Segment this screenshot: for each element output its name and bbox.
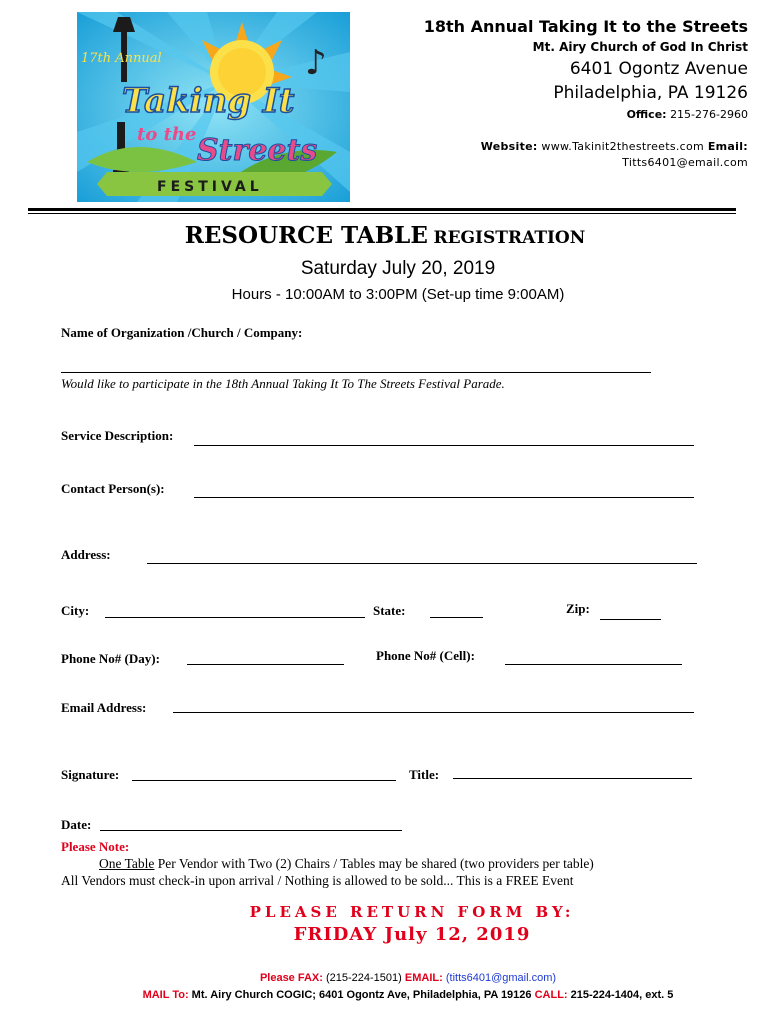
header-office: [627, 108, 748, 121]
note-heading: Please Note:: [61, 839, 130, 854]
address-label: Address:: [61, 547, 111, 562]
note-underlined: One Table: [99, 856, 155, 871]
state-label: State:: [373, 603, 406, 618]
header-divider-thin: [28, 213, 736, 214]
footer-line2: [0, 989, 770, 1001]
form-title-small: REGISTRATION: [433, 228, 586, 248]
logo-line2: Taking It: [122, 81, 295, 121]
org-label: Name of Organization /Church / Company:: [61, 325, 303, 340]
footer-email-value[interactable]: (titts6401@gmail.com): [445, 972, 557, 984]
office-label: Office:: [626, 108, 667, 121]
phone-cell-label: Phone No# (Cell):: [376, 648, 475, 663]
header-org: Mt. Airy Church of God In Christ: [532, 40, 748, 54]
festival-logo: [77, 12, 350, 202]
note-line1-rest: Per Vendor with Two (2) Chairs / Tables may be shared (two providers per table): [154, 856, 594, 871]
mail-value: Mt. Airy Church COGIC; 6401 Ogontz Ave, Philadelphia, PA 19126: [191, 989, 532, 1001]
fax-value: (215-224-1501): [325, 972, 402, 984]
header-city: Philadelphia, PA 19126: [553, 83, 748, 103]
logo-line4: Streets: [197, 133, 318, 168]
note-line1: [99, 856, 594, 872]
footer-line1: [0, 972, 770, 984]
city-input[interactable]: [105, 617, 365, 618]
header-title: 18th Annual Taking It to the Streets: [423, 17, 748, 36]
state-input[interactable]: [430, 617, 483, 618]
service-input[interactable]: [194, 445, 694, 446]
header-website: [481, 140, 748, 153]
website-value[interactable]: www.Takinit2thestreets.com: [541, 140, 705, 153]
return-line1: PLEASE RETURN FORM BY:: [249, 903, 575, 921]
mail-label: MAIL To:: [142, 989, 189, 1001]
fax-label: Please FAX:: [259, 972, 323, 984]
zip-label: Zip:: [566, 601, 590, 616]
service-label: Service Description:: [61, 428, 174, 443]
music-note-icon: ♪: [305, 43, 327, 83]
participate-text: Would like to participate in the 18th Annual Taking It To The Streets Festival Parade.: [61, 376, 505, 391]
event-date: Saturday July 20, 2019: [300, 258, 496, 279]
footer-email-label: EMAIL:: [404, 972, 443, 984]
logo-line1: 17th Annual: [81, 51, 162, 66]
logo-line3: to the: [137, 124, 197, 145]
title-input[interactable]: [453, 778, 692, 779]
date-label: Date:: [61, 817, 92, 832]
website-label: Website:: [480, 140, 538, 153]
contact-input[interactable]: [194, 497, 694, 498]
date-input[interactable]: [100, 830, 402, 831]
signature-input[interactable]: [132, 780, 396, 781]
call-label: CALL:: [534, 989, 568, 1001]
header-street: 6401 Ogontz Avenue: [569, 59, 748, 79]
title-label: Title:: [409, 767, 440, 782]
event-hours: Hours - 10:00AM to 3:00PM (Set-up time 9:00AM): [231, 286, 565, 303]
address-input[interactable]: [147, 563, 697, 564]
phone-day-input[interactable]: [187, 664, 344, 665]
signature-label: Signature:: [61, 767, 120, 782]
email-label: Email Address:: [61, 700, 147, 715]
office-value: 215-276-2960: [670, 108, 748, 121]
logo-line5: FESTIVAL: [157, 179, 263, 195]
city-label: City:: [61, 603, 90, 618]
header-email-label: Email:: [707, 140, 748, 153]
form-title-big: RESOURCE TABLE: [184, 222, 428, 249]
return-line2: FRIDAY July 12, 2019: [293, 924, 531, 945]
form-title: [0, 222, 770, 249]
call-value: 215-224-1404, ext. 5: [570, 989, 674, 1001]
phone-cell-input[interactable]: [505, 664, 682, 665]
header-divider-thick: [28, 208, 736, 211]
zip-input[interactable]: [600, 619, 661, 620]
logo-graphic: [77, 12, 350, 202]
phone-day-label: Phone No# (Day):: [61, 651, 160, 666]
org-input[interactable]: [61, 372, 651, 373]
contact-label: Contact Person(s):: [61, 481, 165, 496]
email-input[interactable]: [173, 712, 694, 713]
header-email-value[interactable]: Titts6401@email.com: [622, 156, 748, 169]
note-line2: All Vendors must check-in upon arrival / Nothing is allowed to be sold... This is a FREE Event: [61, 873, 574, 888]
